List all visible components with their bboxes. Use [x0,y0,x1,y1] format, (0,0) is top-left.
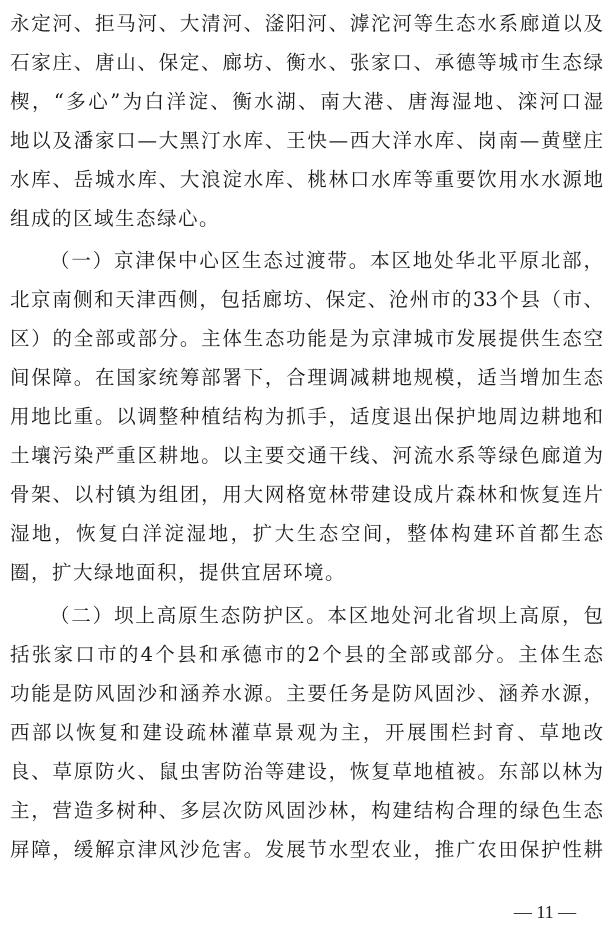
text-line: 水库、岳城水库、大浪淀水库、桃林口水库等重要饮用水水源地 [10,168,603,191]
text-line: 区）的全部或部分。主体生态功能是为京津城市发展提供生态空 [10,327,603,350]
text-line: 土壤污染严重区耕地。以主要交通干线、河流水系等绿色廊道为 [10,444,603,467]
paragraph-heading-line: （二）坝上高原生态防护区。本区地处河北省坝上高原，包 [50,604,603,627]
text-line: 石家庄、唐山、保定、廊坊、衡水、张家口、承德等城市生态绿 [10,51,603,74]
text-line: 间保障。在国家统筹部署下，合理调减耕地规模，适当增加生态 [10,366,603,389]
text-line: 圈，扩大绿地面积，提供宜居环境。 [10,561,347,584]
text-line: 屏障，缓解京津风沙危害。发展节水型农业，推广农田保护性耕 [10,838,603,861]
text-line: 楔，“多心”为白洋淀、衡水湖、南大港、唐海湿地、滦河口湿 [10,90,603,113]
paragraph-heading-line: （一）京津保中心区生态过渡带。本区地处华北平原北部， [50,249,603,272]
text-line: 主，营造多树种、多层次防风固沙林，构建结构合理的绿色生态 [10,799,603,822]
text-line: 骨架、以村镇为组团，用大网格宽林带建设成片森林和恢复连片 [10,483,603,506]
text-line: 湿地，恢复白洋淀湿地，扩大生态空间，整体构建环首都生态 [10,522,603,545]
text-line: 永定河、拒马河、大清河、滏阳河、滹沱河等生态水系廊道以及 [10,12,603,35]
text-line: 西部以恢复和建设疏林灌草景观为主，开展围栏封育、草地改 [10,721,603,744]
text-line: 括张家口市的4个县和承德市的2个县的全部或部分。主体生态 [10,643,603,666]
text-line: 良、草原防火、鼠虫害防治等建设，恢复草地植被。东部以林为 [10,760,603,783]
text-line: 功能是防风固沙和涵养水源。主要任务是防风固沙、涵养水源， [10,682,603,705]
text-line: 北京南侧和天津西侧，包括廊坊、保定、沧州市的33个县（市、 [10,288,603,311]
page-number: — 11 — [513,902,577,922]
text-line: 组成的区域生态绿心。 [10,207,221,230]
text-line: 用地比重。以调整种植结构为抓手，适度退出保护地周边耕地和 [10,405,603,428]
text-line: 地以及潘家口—大黑汀水库、王快—西大洋水库、岗南—黄壁庄 [10,129,603,152]
